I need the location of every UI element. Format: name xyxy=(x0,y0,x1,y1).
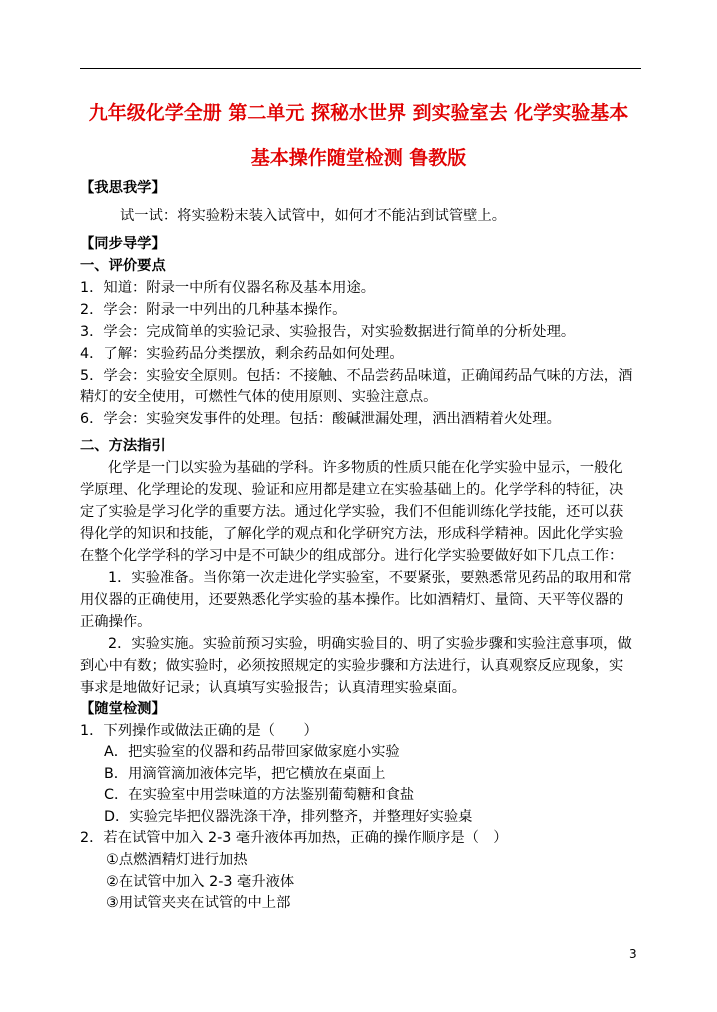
list-item: 6．学会：实验突发事件的处理。包括：酸碱泄漏处理，洒出酒精着火处理。 xyxy=(80,411,561,427)
paragraph-line: 学原理、化学理论的发现、验证和应用都是建立在实验基础上的。化学学科的特征，决 xyxy=(80,482,624,498)
page-number: 3 xyxy=(629,947,637,961)
list-item: 精灯的安全使用，可燃性气体的使用原则、实验注意点。 xyxy=(80,389,438,405)
question-2-step-3: ③用试管夹夹在试管的中上部 xyxy=(106,895,291,911)
paragraph-line: 定了实验是学习化学的重要方法。通过化学实验，我们不但能训练化学技能，还可以获 xyxy=(80,504,624,520)
part1-heading: 一、评价要点 xyxy=(80,258,166,274)
document-title-line-2: 基本操作随堂检测 鲁教版 xyxy=(250,147,467,169)
question-2-step-1: ①点燃酒精灯进行加热 xyxy=(106,852,248,868)
list-item: 3．学会：完成简单的实验记录、实验报告，对实验数据进行简单的分析处理。 xyxy=(80,324,576,340)
header-rule xyxy=(80,68,641,69)
question-1-option-a: A．把实验室的仪器和药品带回家做家庭小实验 xyxy=(104,744,400,760)
list-item: 2．学会：附录一中列出的几种基本操作。 xyxy=(80,302,347,318)
question-1-option-c: C．在实验室中用尝味道的方法鉴别葡萄糖和食盐 xyxy=(104,787,415,803)
document-title-line-1: 九年级化学全册 第二单元 探秘水世界 到实验室去 化学实验基本 xyxy=(88,102,629,124)
paragraph-line: 到心中有数；做实验时，必须按照规定的实验步骤和方法进行，认真观察反应现象，实 xyxy=(80,658,624,674)
list-item: 1．知道：附录一中所有仪器名称及基本用途。 xyxy=(80,280,376,296)
question-2-step-2: ②在试管中加入 2-3 毫升液体 xyxy=(106,874,295,890)
paragraph-line: 事求是地做好记录；认真填写实验报告；认真清理实验桌面。 xyxy=(80,680,467,696)
part2-heading: 二、方法指引 xyxy=(80,438,166,454)
paragraph-line: 化学是一门以实验为基础的学科。许多物质的性质只能在化学实验中显示，一般化 xyxy=(108,460,623,476)
section-heading-tongbu: 【同步导学】 xyxy=(80,236,166,252)
section-heading-suitang: 【随堂检测】 xyxy=(80,701,166,717)
paragraph-line: 在整个化学学科的学习中是不可缺少的组成部分。进行化学实验要做好如下几点工作： xyxy=(80,548,624,564)
paragraph-line: 2．实验实施。实验前预习实验，明确实验目的、明了实验步骤和实验注意事项，做 xyxy=(108,636,632,652)
paragraph-line: 得化学的知识和技能，了解化学的观点和化学研究方法，形成科学精神。因此化学实验 xyxy=(80,526,624,542)
paragraph-line: 正确操作。 xyxy=(80,614,152,630)
paragraph-line: 1．实验准备。当你第一次走进化学实验室，不要紧张，要熟悉常见药品的取用和常 xyxy=(108,570,632,586)
question-1-option-b: B．用滴管滴加液体完毕，把它横放在桌面上 xyxy=(104,766,386,782)
question-2-stem: 2．若在试管中加入 2-3 毫升液体再加热，正确的操作顺序是（ ） xyxy=(80,830,508,846)
question-1-stem: 1．下列操作或做法正确的是（ ） xyxy=(80,723,318,739)
list-item: 5．学会：实验安全原则。包括：不接触、不品尝药品味道，正确闻药品气味的方法，酒 xyxy=(80,368,633,384)
list-item: 4．了解：实验药品分类摆放，剩余药品如何处理。 xyxy=(80,346,404,362)
question-1-option-d: D．实验完毕把仪器洗涤干净，排列整齐，并整理好实验桌 xyxy=(104,809,473,825)
wosi-text: 试一试：将实验粉末装入试管中，如何才不能沾到试管壁上。 xyxy=(120,208,507,224)
section-heading-wosi: 【我思我学】 xyxy=(80,180,166,196)
paragraph-line: 用仪器的正确使用，还要熟悉化学实验的基本操作。比如酒精灯、量筒、天平等仪器的 xyxy=(80,592,624,608)
